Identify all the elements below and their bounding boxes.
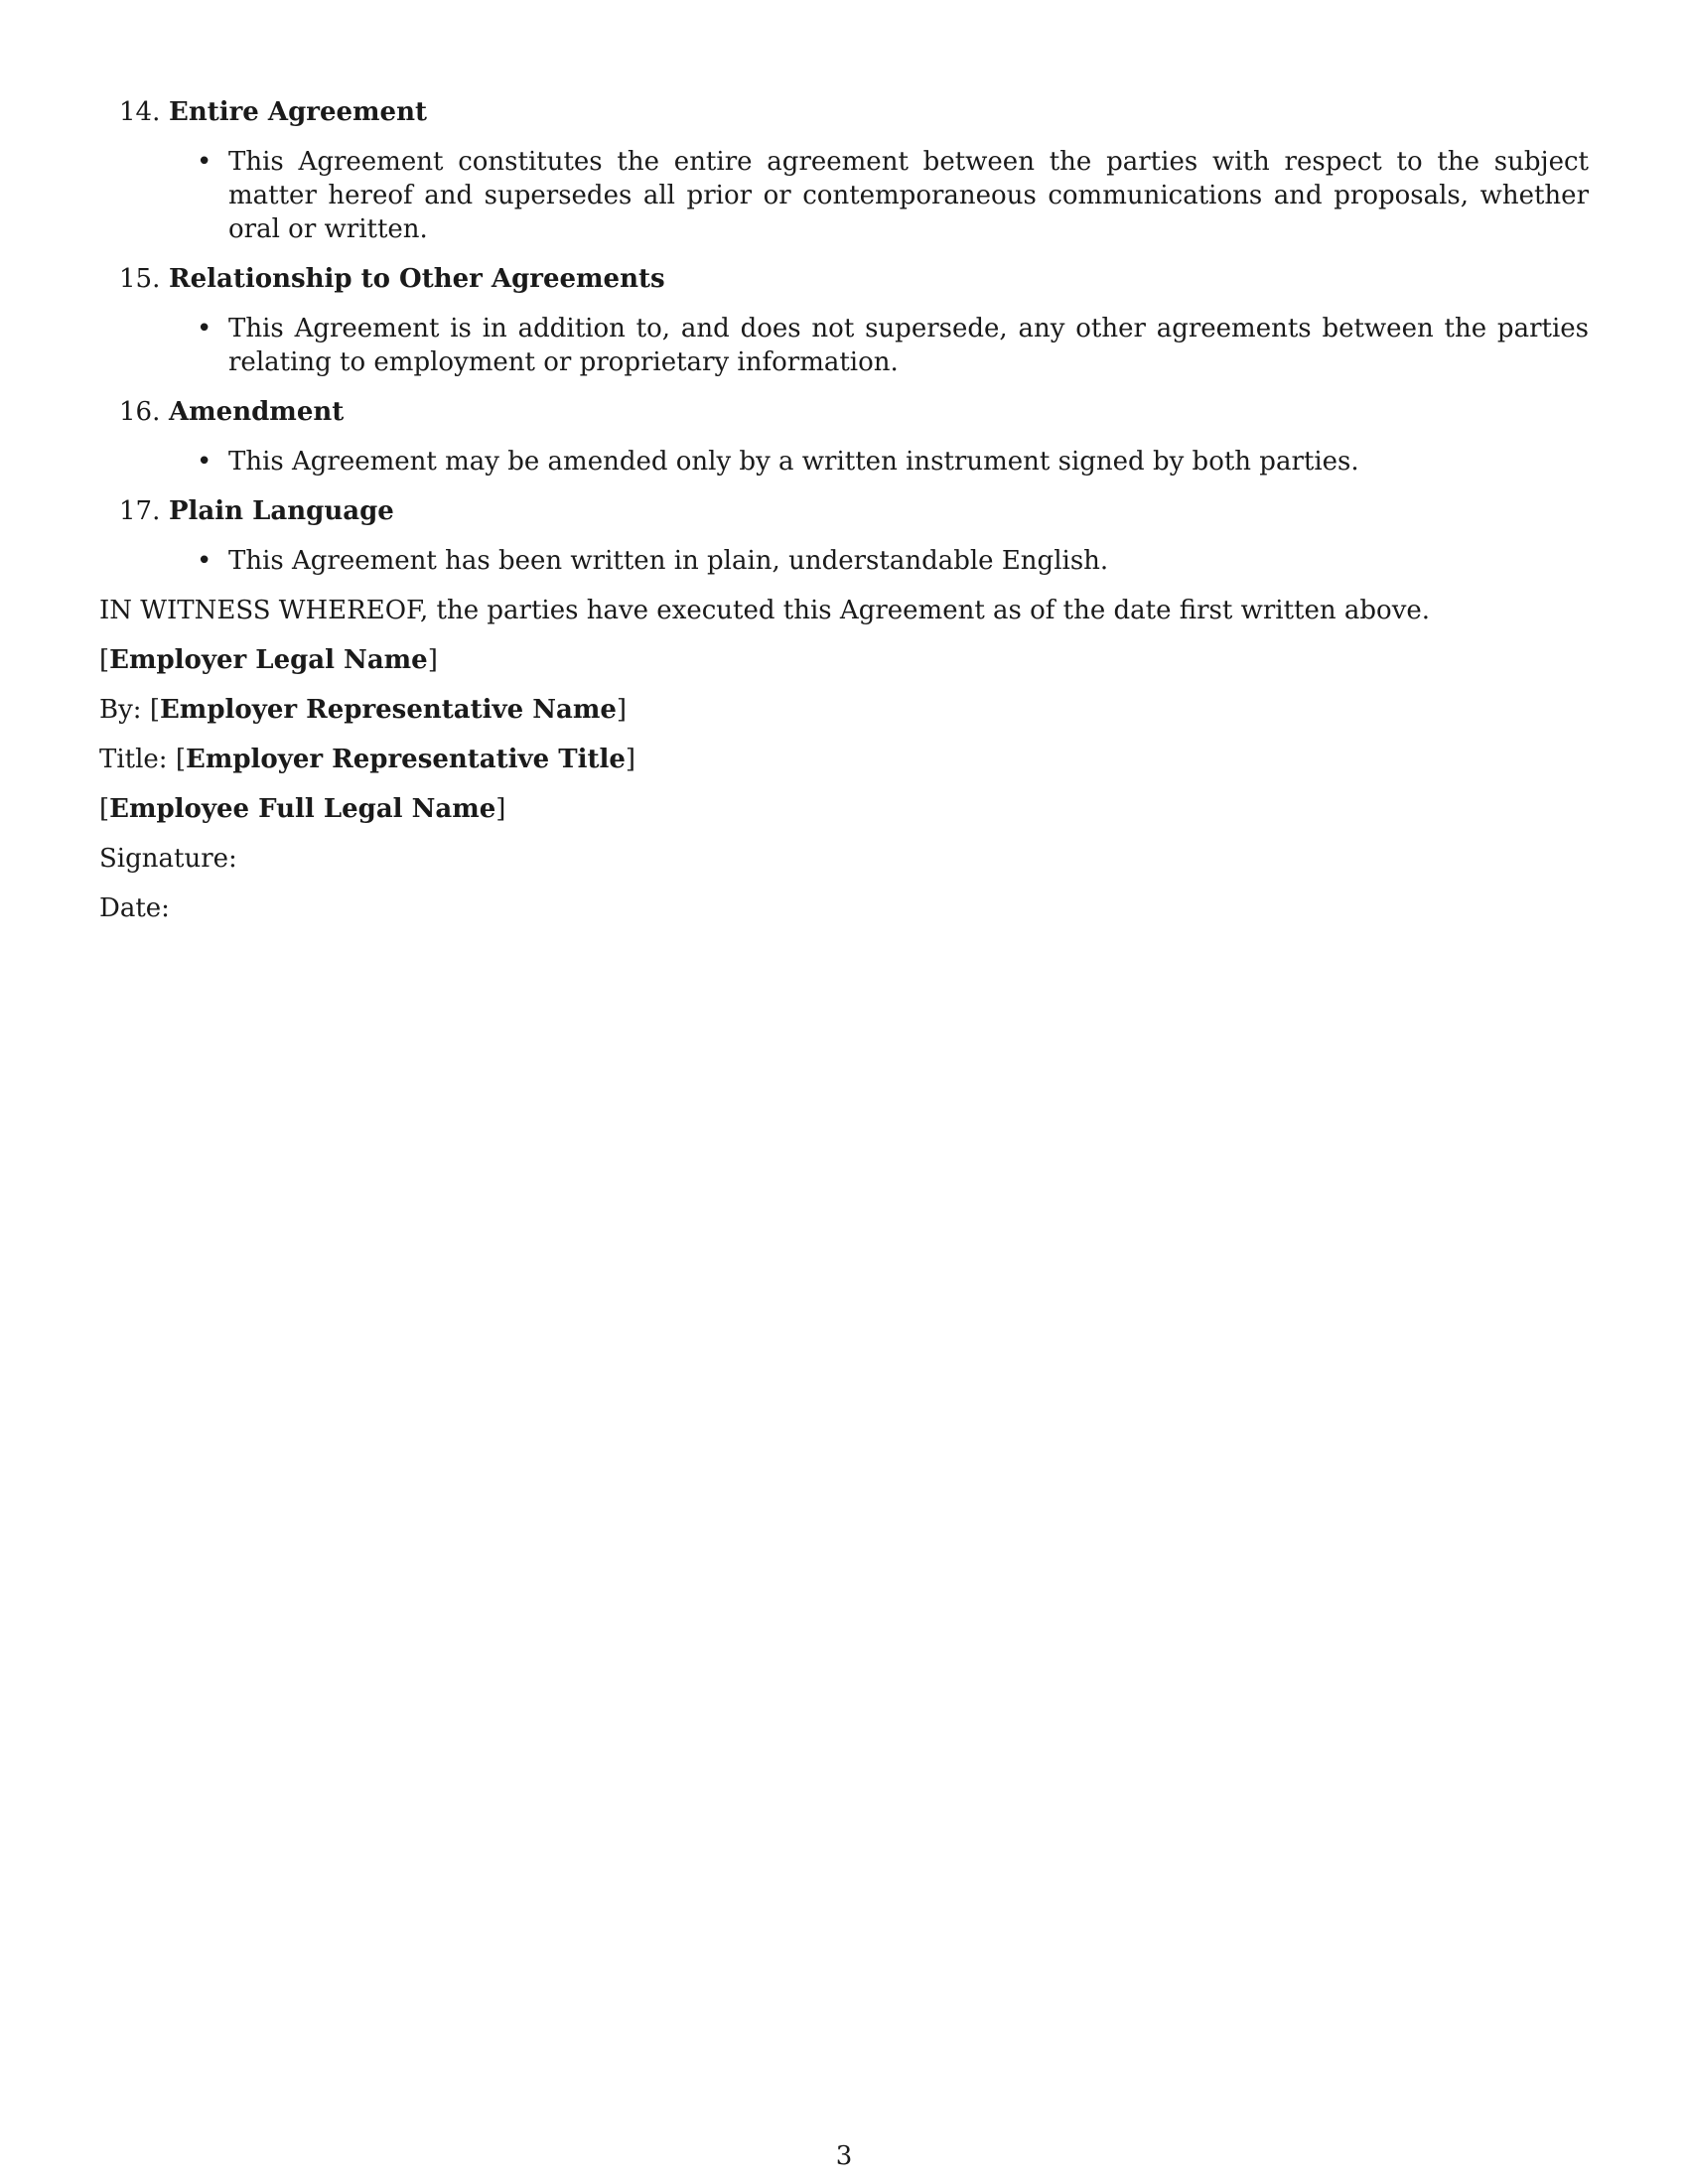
list-item	[99, 145, 1589, 246]
employer-rep-title-line	[99, 743, 1589, 776]
section-relationship-to-other-agreements	[99, 262, 1589, 379]
section-number: 15.	[119, 264, 161, 294]
section-plain-language	[99, 494, 1589, 578]
employee-name-placeholder: Employee Full Legal Name	[109, 794, 496, 824]
section-title: Plain Language	[169, 496, 394, 526]
section-heading	[99, 395, 1589, 429]
close-bracket: ]	[616, 695, 628, 725]
section-title: Entire Agreement	[169, 97, 427, 127]
signature-block	[99, 643, 1589, 925]
signature-label: Signature:	[99, 844, 237, 874]
open-bracket: [	[99, 794, 110, 824]
bullet-icon: •	[197, 447, 212, 477]
section-number: 16.	[119, 397, 161, 427]
section-heading	[99, 262, 1589, 296]
employer-rep-name-line	[99, 693, 1589, 727]
section-amendment	[99, 395, 1589, 478]
section-title: Relationship to Other Agreements	[169, 264, 665, 294]
section-text: This Agreement has been written in plain, understandable English.	[228, 546, 1109, 576]
section-title: Amendment	[169, 397, 345, 427]
employee-name-line	[99, 792, 1589, 826]
page-number: 3	[835, 2141, 853, 2171]
open-bracket: [	[175, 745, 186, 774]
section-number: 14.	[119, 97, 161, 127]
section-text: This Agreement may be amended only by a written instrument signed by both parties.	[228, 447, 1359, 477]
document-page	[99, 95, 1589, 941]
date-label: Date:	[99, 893, 170, 923]
witness-clause: IN WITNESS WHEREOF, the parties have executed this Agreement as of the date first written above.	[99, 596, 1431, 625]
section-heading	[99, 494, 1589, 528]
bullet-icon: •	[197, 314, 212, 343]
bullet-icon: •	[197, 147, 212, 177]
section-text: This Agreement is in addition to, and does not supersede, any other agreements between the parties relating to employment or proprietary information.	[228, 314, 1589, 377]
open-bracket: [	[149, 695, 160, 725]
list-item	[99, 445, 1589, 478]
employer-name-placeholder: Employer Legal Name	[109, 645, 428, 675]
section-entire-agreement	[99, 95, 1589, 246]
title-label: Title:	[99, 745, 168, 774]
by-label: By:	[99, 695, 142, 725]
employer-rep-title-placeholder: Employer Representative Title	[186, 745, 626, 774]
employer-rep-name-placeholder: Employer Representative Name	[159, 695, 617, 725]
section-text: This Agreement constitutes the entire agreement between the parties with respect to the subject matter hereof and supersedes all prior or contemporaneous communications and proposals, whether oral or written.	[228, 147, 1589, 244]
close-bracket: ]	[427, 645, 438, 675]
open-bracket: [	[99, 645, 110, 675]
close-bracket: ]	[625, 745, 636, 774]
bullet-icon: •	[197, 546, 212, 576]
list-item	[99, 544, 1589, 578]
list-item	[99, 312, 1589, 379]
employer-name-line	[99, 643, 1589, 677]
section-number: 17.	[119, 496, 161, 526]
section-heading	[99, 95, 1589, 129]
close-bracket: ]	[495, 794, 506, 824]
